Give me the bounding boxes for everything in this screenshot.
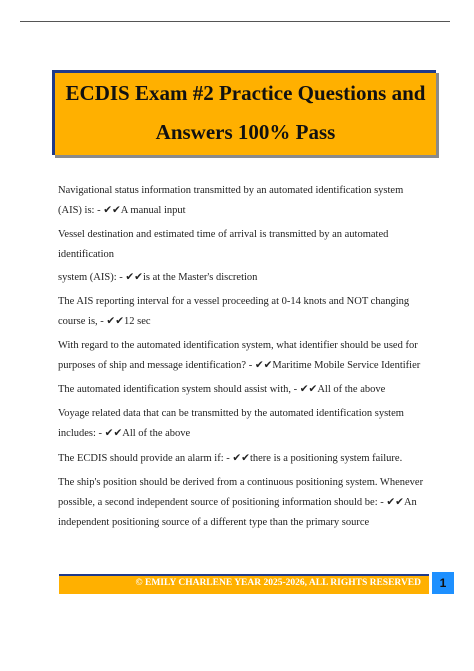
question-text: Vessel destination and estimated time of arrival is transmitted by an automated (58, 229, 389, 240)
question-text: With regard to the automated identification system, what identifier should be used for (58, 340, 418, 351)
question-7 (58, 449, 448, 469)
question-6 (58, 404, 448, 444)
question-text: possible, a second independent source of positioning information should be: - ✔✔An (58, 497, 417, 508)
document-title-line-1: ECDIS Exam #2 Practice Questions and (65, 81, 426, 105)
page-number: 1 (432, 572, 454, 594)
question-2-answer (58, 268, 448, 288)
copyright-text: © EMILY CHARLENE YEAR 2025-2026, ALL RIGHTS RESERVED (135, 578, 421, 588)
document-title-line-2: Answers 100% Pass (155, 120, 336, 144)
question-4 (58, 336, 448, 376)
top-rule (20, 21, 450, 22)
question-text: purposes of ship and message identification? - ✔✔Maritime Mobile Service Identifier (58, 360, 421, 371)
question-text: system (AIS): - ✔✔is at the Master's discretion (58, 272, 258, 283)
question-text: includes: - ✔✔All of the above (58, 428, 191, 439)
question-8 (58, 473, 448, 533)
question-text: The ship's position should be derived from a continuous positioning system. Whenever (58, 477, 424, 488)
question-text: (AIS) is: - ✔✔A manual input (58, 205, 186, 216)
title-banner (52, 70, 436, 155)
question-text: Voyage related data that can be transmitted by the automated identification system (58, 408, 404, 419)
footer-bar (59, 574, 429, 594)
question-1 (58, 181, 448, 221)
question-3 (58, 292, 448, 332)
question-text: The AIS reporting interval for a vessel proceeding at 0-14 knots and NOT changing (58, 296, 410, 307)
question-text: Navigational status information transmitted by an automated identification system (58, 185, 404, 196)
question-text: identification (58, 249, 114, 260)
question-2 (58, 225, 448, 265)
question-text: course is, - ✔✔12 sec (58, 316, 151, 327)
question-text: The ECDIS should provide an alarm if: - ✔✔there is a positioning system failure. (58, 453, 403, 464)
question-5 (58, 380, 448, 400)
question-text: independent positioning source of a different type than the primary source (58, 517, 370, 528)
question-text: The automated identification system should assist with, - ✔✔All of the above (58, 384, 386, 395)
